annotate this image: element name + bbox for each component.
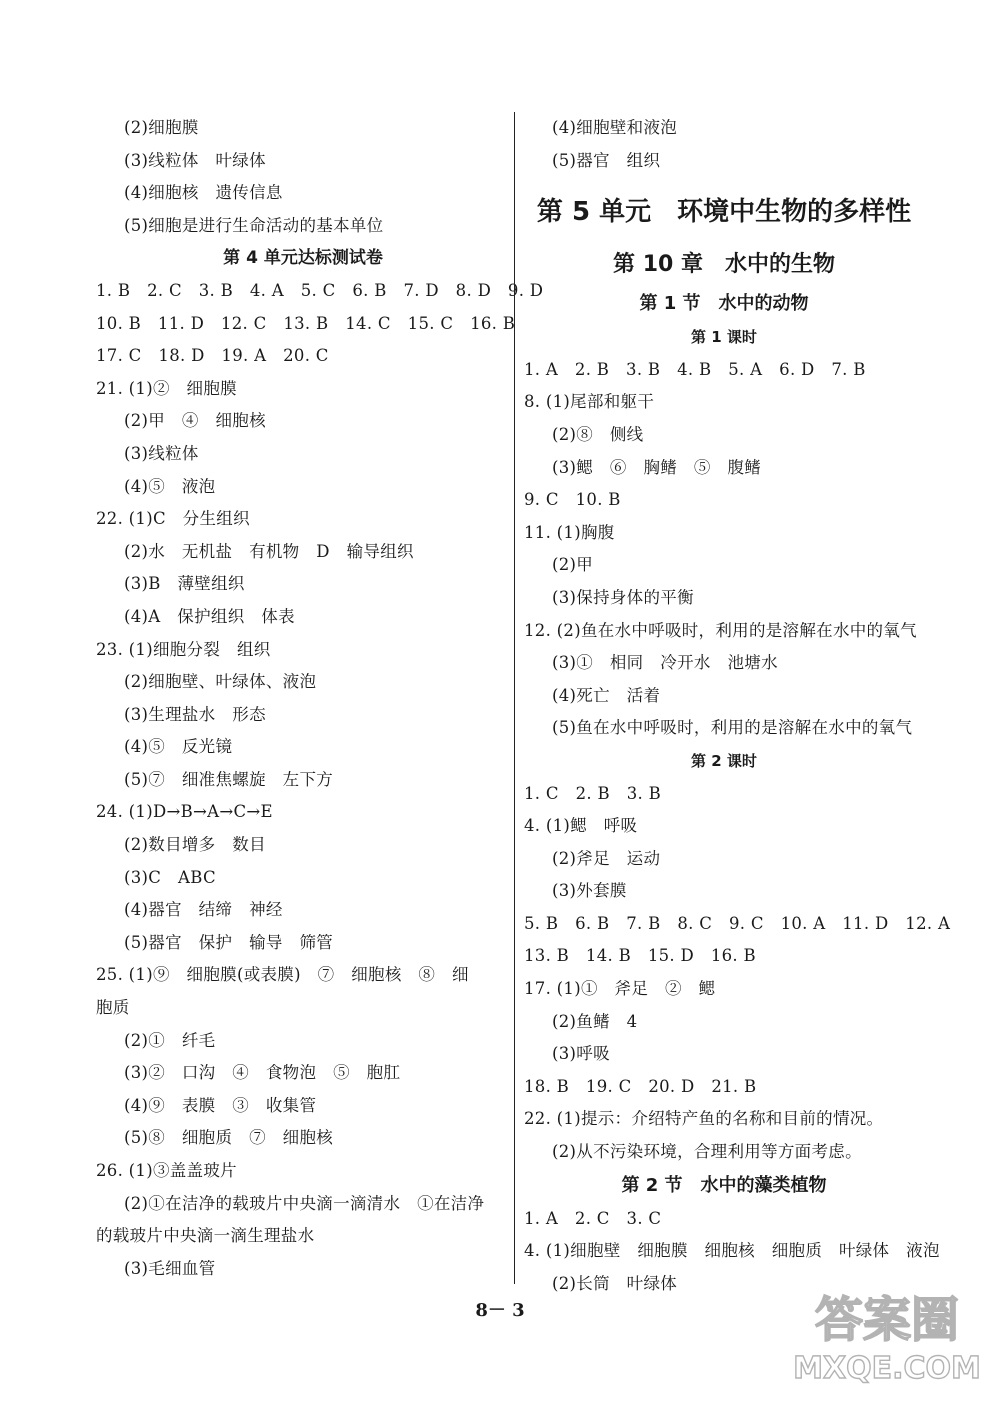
answer-line: (2)甲 ④ 细胞核	[124, 411, 266, 431]
answer-line: (3)B 薄壁组织	[124, 574, 245, 594]
answer-line: (2)细胞膜	[124, 118, 199, 137]
answer-line: (4)⑨ 表膜 ③ 收集管	[124, 1095, 317, 1115]
lesson1-answer-list	[524, 354, 924, 745]
answer-line: 胞质	[96, 998, 130, 1018]
answer-line: (3)生理盐水 形态	[124, 704, 266, 724]
answer-line: (4)细胞壁和液泡	[552, 118, 678, 137]
watermark-top-text: 答案圈	[814, 1292, 960, 1348]
answer-line: (2)⑧ 侧线	[552, 424, 644, 444]
answer-line: 5. B 6. B 7. B 8. C 9. C 10. A 11. D 12. A	[524, 913, 951, 933]
right-column	[524, 112, 951, 1300]
answer-line: (2)细胞壁、叶绿体、液泡	[124, 672, 317, 692]
answer-line: 23. (1)细胞分裂 组织	[96, 639, 271, 659]
answer-line: (5)器官 组织	[552, 150, 661, 170]
answer-line: (2)甲	[552, 555, 594, 575]
answer-line: (4)⑤ 液泡	[124, 476, 216, 496]
column-divider	[514, 112, 515, 1284]
section-title: 第 1 节 水中的动物	[639, 293, 809, 315]
answer-line: (2)水 无机盐 有机物 D 输导组织	[124, 541, 414, 561]
answer-line: 13. B 14. B 15. D 16. B	[524, 946, 756, 966]
answer-line: 22. (1)提示：介绍特产鱼的名称和目前的情况。	[524, 1109, 884, 1129]
answer-line: (4)A 保护组织 体表	[124, 606, 295, 626]
answer-line: (4)死亡 活着	[552, 685, 661, 705]
answer-line: (2)①在洁净的载玻片中央滴一滴清水 ①在洁净	[124, 1193, 485, 1213]
answer-line: (4)⑤ 反光镜	[124, 737, 233, 757]
answer-line: (2)鱼鳍 4	[552, 1011, 638, 1031]
answer-line: (3)C ABC	[124, 867, 216, 887]
lesson2-answer-list	[524, 778, 951, 1169]
answer-line: 12. (2)鱼在水中呼吸时，利用的是溶解在水中的氧气	[524, 620, 917, 640]
answer-line: 4. (1)鳃 呼吸	[524, 816, 638, 836]
answer-line: (3)② 口沟 ④ 食物泡 ⑤ 胞肛	[124, 1063, 401, 1083]
answer-line: 26. (1)③盖盖玻片	[96, 1161, 237, 1180]
answer-line: 10. B 11. D 12. C 13. B 14. C 15. C 16. B	[96, 313, 516, 333]
lesson-title: 第 2 课时	[691, 751, 757, 770]
chapter-title: 第 10 章 水中的生物	[613, 252, 835, 278]
answer-line: (2)斧足 运动	[552, 848, 661, 868]
lesson-title: 第 1 课时	[691, 328, 757, 347]
left-column	[96, 112, 544, 1285]
answer-line: (3)线粒体 叶绿体	[124, 150, 266, 170]
unit-title: 第 5 单元 环境中生物的多样性	[536, 197, 912, 228]
answer-line: (2)① 纤毛	[124, 1030, 216, 1050]
answer-line: 11. (1)胸腹	[524, 522, 615, 542]
answer-line: (5)鱼在水中呼吸时，利用的是溶解在水中的氧气	[552, 718, 913, 738]
watermark-logo	[792, 1278, 982, 1388]
answer-line: 18. B 19. C 20. D 21. B	[524, 1076, 757, 1096]
answer-line: (2)数目增多 数目	[124, 835, 266, 855]
answer-line: (3)① 相同 冷开水 池塘水	[552, 653, 778, 673]
section-title: 第 2 节 水中的藻类植物	[621, 1174, 827, 1196]
answer-line: 1. A 2. B 3. B 4. B 5. A 6. D 7. B	[524, 359, 866, 379]
answer-line: (5)细胞是进行生命活动的基本单位	[124, 215, 384, 235]
answer-line: 25. (1)⑨ 细胞膜(或表膜) ⑦ 细胞核 ⑧ 细	[96, 965, 469, 985]
test-title: 第 4 单元达标测试卷	[223, 248, 383, 269]
page-number: 8－ 3	[475, 1300, 525, 1321]
answer-line: (3)保持身体的平衡	[552, 587, 694, 607]
answer-line: 9. C 10. B	[524, 490, 621, 510]
answer-line: (5)器官 保护 输导 筛管	[124, 932, 334, 952]
answer-line: 1. C 2. B 3. B	[524, 783, 662, 803]
watermark-bottom-text: MXQE.COM	[793, 1351, 981, 1386]
answer-line: 的载玻片中央滴一滴生理盐水	[96, 1226, 315, 1246]
left-answer-list	[96, 275, 544, 1285]
answer-line: 21. (1)② 细胞膜	[96, 378, 237, 398]
answer-line: (4)细胞核 遗传信息	[124, 183, 283, 203]
answer-line: (3)呼吸	[552, 1044, 610, 1064]
answer-line: 4. (1)细胞壁 细胞膜 细胞核 细胞质 叶绿体 液泡	[524, 1241, 940, 1261]
answer-line: (5)⑧ 细胞质 ⑦ 细胞核	[124, 1128, 334, 1148]
answer-line: 22. (1)C 分生组织	[96, 509, 250, 529]
answer-line: (2)长筒 叶绿体	[552, 1273, 678, 1293]
answer-line: 8. (1)尾部和躯干	[524, 392, 655, 412]
answer-line: 1. B 2. C 3. B 4. A 5. C 6. B 7. D 8. D 9. D	[96, 280, 544, 300]
answer-line: (3)外套膜	[552, 881, 627, 901]
answer-line: (3)毛细血管	[124, 1258, 216, 1278]
answer-line: 17. C 18. D 19. A 20. C	[96, 346, 329, 366]
answer-line: (3)鳃 ⑥ 胸鳍 ⑤ 腹鳍	[552, 457, 762, 477]
answer-line: (3)线粒体	[124, 443, 199, 463]
answer-line: (2)从不污染环境，合理利用等方面考虑。	[552, 1142, 862, 1162]
answer-line: (5)⑦ 细准焦螺旋 左下方	[124, 769, 334, 789]
answer-line: 17. (1)① 斧足 ② 鳃	[524, 979, 716, 999]
answer-line: (4)器官 结缔 神经	[124, 900, 283, 920]
answer-line: 24. (1)D→B→A→C→E	[96, 802, 273, 822]
answer-line: 1. A 2. C 3. C	[524, 1208, 662, 1228]
